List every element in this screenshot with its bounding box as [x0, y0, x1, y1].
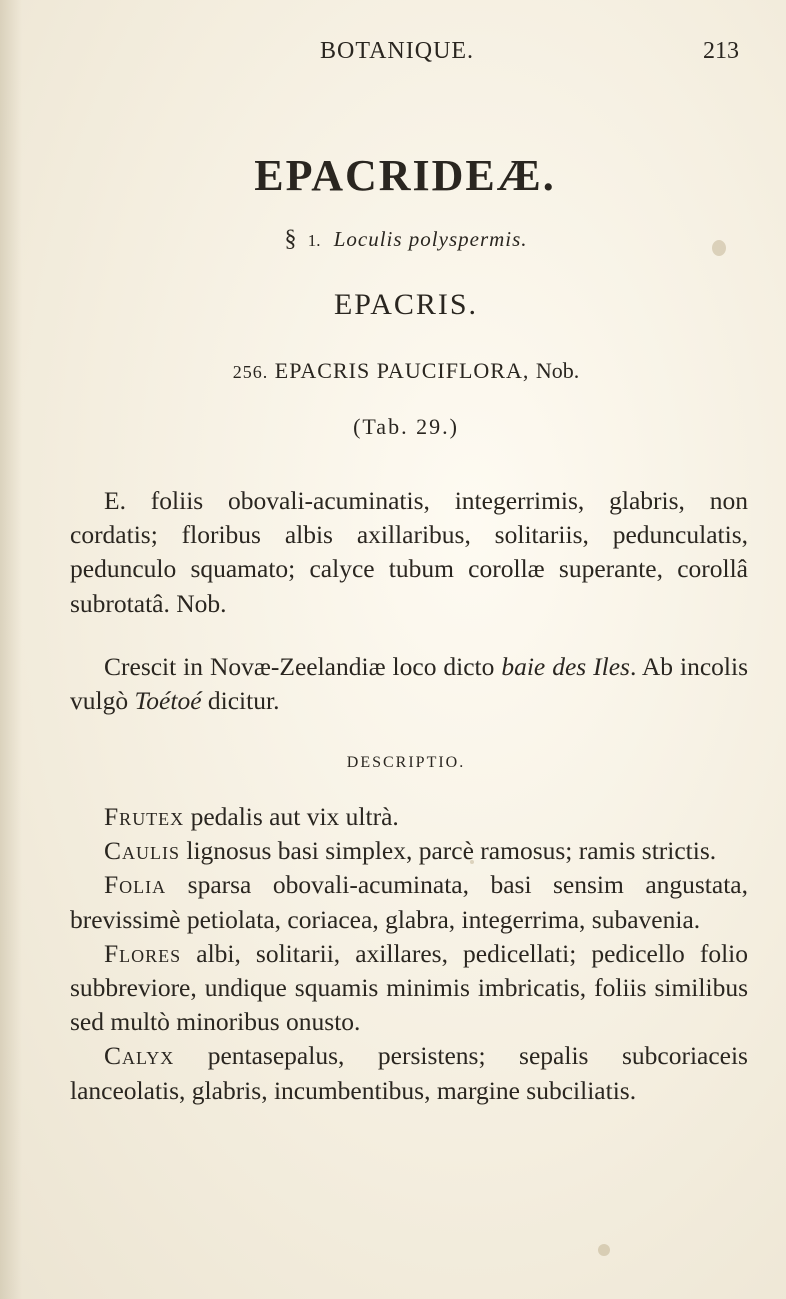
- locality-text: Crescit in Novæ-Zeelandiæ loco dicto: [104, 652, 502, 681]
- section-heading: [0, 226, 786, 253]
- page-number: 213: [703, 38, 739, 64]
- plate-reference: (Tab. 29.): [353, 414, 459, 439]
- description-term: Folia: [104, 870, 167, 900]
- description-text: sparsa obovali-acuminata, basi sensim angustata, brevissimè petiolata, coriacea, glabra, integerrima, subavenia.: [70, 870, 748, 934]
- description-block: [70, 800, 748, 1108]
- paper-stain: [598, 1244, 610, 1256]
- species-number: 256.: [232, 362, 269, 382]
- description-paragraph: [70, 937, 748, 1040]
- section-symbol: §: [284, 226, 297, 252]
- description-term: Calyx: [104, 1041, 175, 1071]
- description-paragraph: [70, 868, 748, 936]
- species-heading: [0, 358, 786, 384]
- locality-paragraph: [70, 650, 748, 718]
- section-number: 1.: [307, 231, 321, 250]
- diagnosis-paragraph: E. foliis obovali-acuminatis, integerrimis, glabris, non cordatis; floribus albis axillaribus, solitariis, pedunculatis, pedunculo squamato; calyce tubum corollæ superante, corollâ subrotatâ. Nob.: [70, 486, 748, 618]
- locality-text: . Ab incolis vulgò: [70, 652, 749, 716]
- running-head: [0, 38, 786, 70]
- description-heading: DESCRIPTIO.: [346, 754, 466, 771]
- description-term: Flores: [104, 938, 182, 968]
- species-author: Nob.: [535, 358, 580, 383]
- locality-text: dicitur.: [201, 686, 280, 716]
- description-text: pedalis aut vix ultrà.: [184, 802, 399, 831]
- description-paragraph: [70, 834, 748, 868]
- genus-title: EPACRIS.: [333, 288, 479, 321]
- family-title: EPACRIDEÆ.: [254, 151, 556, 200]
- section-text: Loculis polyspermis.: [333, 227, 528, 251]
- vernacular-name: Toétoé: [134, 686, 202, 716]
- diagnosis-block: [70, 484, 748, 621]
- locality-place: baie des Iles: [501, 652, 630, 681]
- description-paragraph: [70, 1039, 748, 1107]
- description-paragraph: [70, 800, 748, 834]
- description-term: Frutex: [104, 802, 185, 831]
- description-text: pentasepalus, persistens; sepalis subcoriaceis lanceolatis, glabris, incumbentibus, margine subciliatis.: [70, 1041, 748, 1105]
- description-term: Caulis: [104, 836, 181, 866]
- species-name: EPACRIS PAUCIFLORA,: [274, 358, 530, 383]
- locality-block: [70, 650, 748, 718]
- running-title: BOTANIQUE.: [320, 38, 475, 64]
- description-text: albi, solitarii, axillares, pedicellati; pedicello folio subbreviore, undique squamis minimis imbricatis, foliis similibus sed multò minoribus onusto.: [70, 938, 748, 1037]
- description-text: lignosus basi simplex, parcè ramosus; ramis strictis.: [180, 836, 717, 866]
